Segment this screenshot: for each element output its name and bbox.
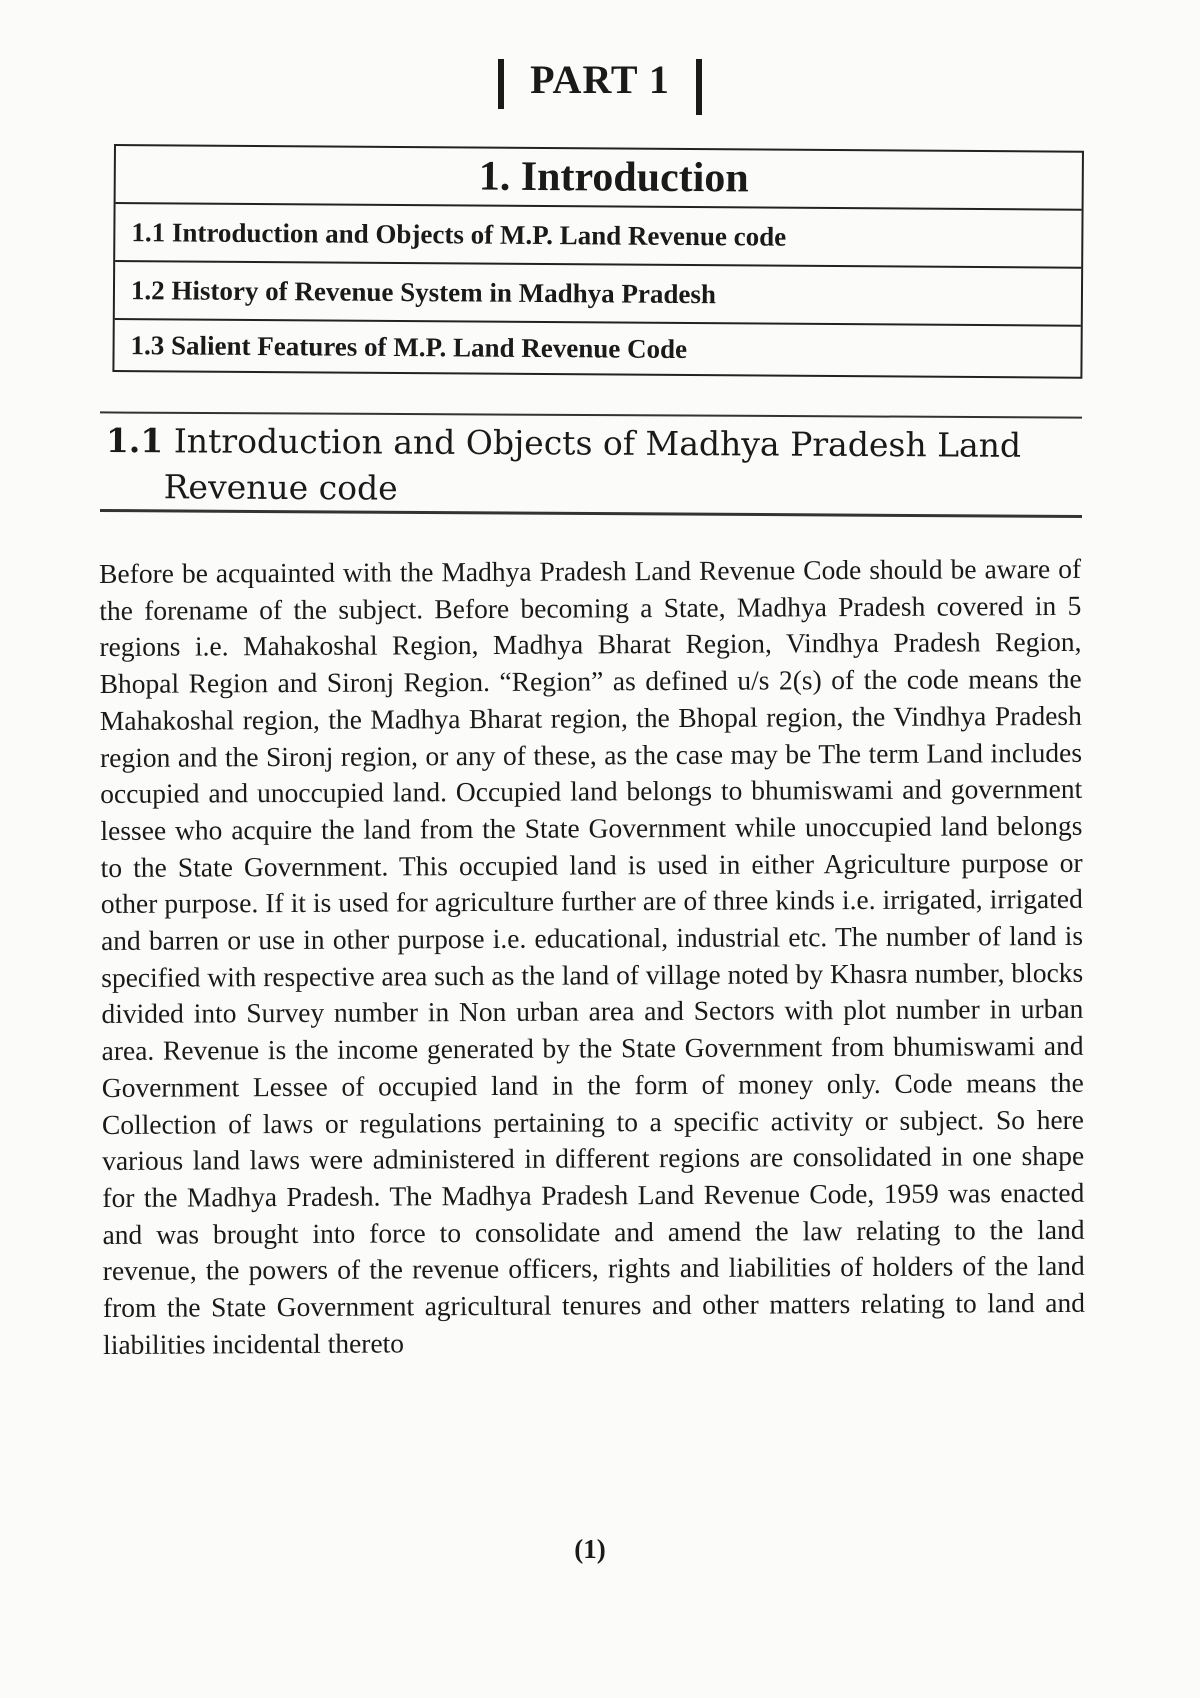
contents-item: 1.3 Salient Features of M.P. Land Revenue Code [130, 330, 688, 365]
section-number: 1.1 [105, 420, 164, 461]
section-top-rule [100, 411, 1082, 418]
section-title-line1: Introduction and Objects of Madhya Pradesh Land [173, 421, 1022, 465]
section-heading [106, 418, 1086, 515]
part-heading [0, 52, 1200, 115]
page-number: (1) [574, 1534, 606, 1564]
body-paragraph: Before be acquainted with the Madhya Pradesh Land Revenue Code should be aware of the forename of the subject. Before becoming a State, Madhya Pradesh covered in 5 regions i.e. Mahakoshal Region, Madhya Bharat Region, Vindhya Pradesh Region, Bhopal Region and Sironj Region. “Region” as defined u/s 2(s) of the code means the Mahakoshal region, the Madhya Bharat region, the Bhopal region, the Vindhya Pradesh region and the Sironj region, or any of these, as the case may be The term Land includes occupied and unoccupied land. Occupied land belongs to bhumiswami and government lessee who acquire the land from the State Government while unoccupied land belongs to the State Government. This occupied land is used in either Agriculture purpose or other purpose. If it is used for agriculture further are of three kinds i.e. irrigated, irrigated and barren or use in other purpose i.e. educational, industrial etc. The number of land is specified with respective area such as the land of village noted by Khasra number, blocks divided into Survey number in Non urban area and Sectors with plot number in urban area. Revenue is the income generated by the State Government from bhumiswami and Government Lessee of occupied land in the form of money only. Code means the Collection of laws or regulations pertaining to a specific activity or subject. So here various land laws were administered in different regions are consolidated in one shape for the Madhya Pradesh. The Madhya Pradesh Land Revenue Code, 1959 was enacted and was brought into force to consolidate and amend the law relating to the land revenue, the powers of the revenue officers, rights and liabilities of holders of the land from the State Government agricultural tenures and other matters relating to land and liabilities incidental thereto [99, 552, 1086, 1360]
contents-item: 1.2 History of Revenue System in Madhya Pradesh [115, 262, 1081, 327]
contents-item: 1.1 Introduction and Objects of M.P. Land Revenue code [115, 204, 1081, 269]
contents-box [112, 144, 1084, 379]
section-title-line2: Revenue code [163, 467, 398, 508]
contents-title: 1. Introduction [116, 146, 1082, 211]
left-bar-decoration [498, 59, 504, 109]
part-heading-text: PART 1 [530, 57, 670, 102]
right-bar-decoration [696, 59, 702, 115]
